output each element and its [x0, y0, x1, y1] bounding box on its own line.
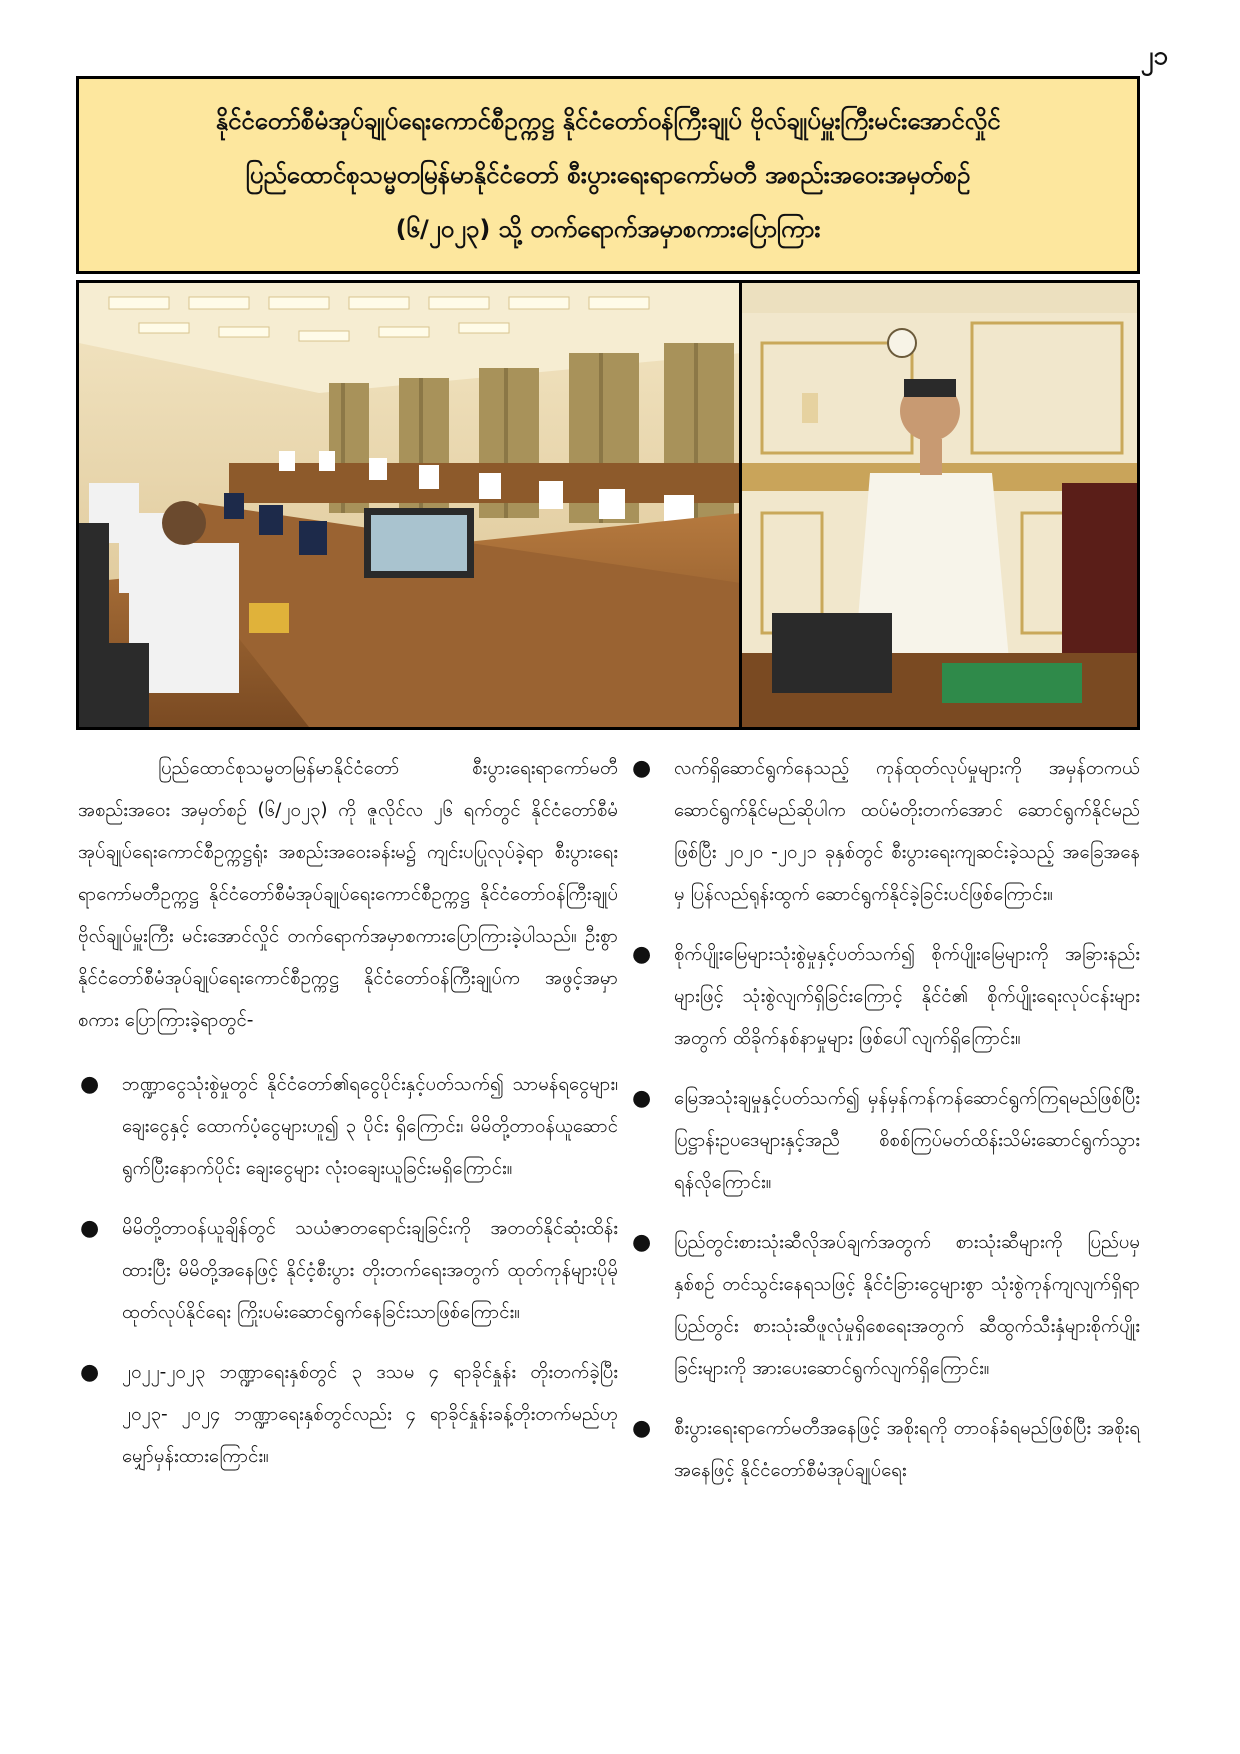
list-item — [632, 1078, 1140, 1204]
headline-line-1: နိုင်ငံတော်စီမံအုပ်ချုပ်ရေးကောင်စီဥက္ကဋ္ဌ နိုင်ငံတော်ဝန်ကြီးချုပ် ဗိုလ်ချုပ်မှူးကြီးမင်းအောင်လှိုင် — [215, 107, 1001, 135]
bullet-icon: ● — [632, 1230, 652, 1255]
meeting-room-photo — [79, 283, 739, 727]
bullet-text: လက်ရှိဆောင်ရွက်နေသည့် ကုန်ထုတ်လုပ်မှုများကို အမှန်တကယ်ဆောင်ရွက်နိုင်မည်ဆိုပါက ထပ်မံတိုးတက်အောင် ဆောင်ရွက်နိုင်မည်ဖြစ်ပြီး ၂၀၂၀ -၂၀၂၁ ခုနှစ်တွင် စီးပွားရေးကျဆင်းခဲ့သည့် အခြေအနေမှ ပြန်လည်ရုန်းထွက် ဆောင်ရွက်နိုင်ခဲ့ခြင်းပင်ဖြစ်ကြောင်း။ — [674, 758, 1140, 905]
bullet-icon: ● — [80, 1072, 100, 1097]
list-item — [78, 1208, 618, 1334]
bullet-text: ဘဏ္ဍာငွေသုံးစွဲမှုတွင် နိုင်ငံတော်၏ရငွေပိုင်းနှင့်ပတ်သက်၍ သာမန်ရငွေများ၊ ချေးငွေနှင့် ထောက်ပံ့ငွေများဟူ၍ ၃ ပိုင်း ရှိကြောင်း၊ မိမိတို့တာဝန်ယူဆောင်ရွက်ပြီးနောက်ပိုင်း ချေးငွေများ လုံးဝချေးယူခြင်းမရှိကြောင်း။ — [122, 1074, 618, 1179]
headline-line-2: ပြည်ထောင်စုသမ္မတမြန်မာနိုင်ငံတော် စီးပွားရေးရာကော်မတီ အစည်းအဝေးအမှတ်စဉ် — [245, 161, 971, 189]
list-item — [632, 934, 1140, 1060]
bullet-text: ပြည်တွင်းစားသုံးဆီလိုအပ်ချက်အတွက် စားသုံးဆီများကို ပြည်ပမှနှစ်စဉ် တင်သွင်းနေရသဖြင့် နိုင်ငံခြားငွေများစွာ သုံးစွဲကုန်ကျလျက်ရှိရာ ပြည်တွင်း စားသုံးဆီဖူလုံမှုရှိစေရေးအတွက် ဆီထွက်သီးနှံများစိုက်ပျိုးခြင်းများကို အားပေးဆောင်ရွက်လျက်ရှိကြောင်း။ — [674, 1232, 1140, 1379]
speaker-photo — [742, 283, 1137, 727]
photo-strip — [76, 280, 1140, 730]
bullet-icon: ● — [632, 1416, 652, 1441]
bullet-icon: ● — [632, 756, 652, 781]
bullet-icon: ● — [632, 1086, 652, 1111]
page-number: ၂၁ — [1140, 41, 1168, 71]
list-item — [632, 1222, 1140, 1390]
bullet-icon: ● — [632, 942, 652, 967]
bullet-text: ၂၀၂၂-၂၀၂၃ ဘဏ္ဍာရေးနှစ်တွင် ၃ ဒသမ ၄ ရာခိုင်နှုန်း တိုးတက်ခဲ့ပြီး ၂၀၂၃- ၂၀၂၄ ဘဏ္ဍာရေးနှစ်တွင်လည်း ၄ ရာခိုင်နှုန်းခန့်တိုးတက်မည်ဟု မျှော်မှန်းထားကြောင်း။ — [122, 1362, 618, 1467]
intro-paragraph: ပြည်ထောင်စုသမ္မတမြန်မာနိုင်ငံတော် စီးပွားရေးရာကော်မတီ အစည်းအဝေး အမှတ်စဉ် (၆/၂၀၂၃) ကို ဇူလိုင်လ ၂၆ ရက်တွင် နိုင်ငံတော်စီမံအုပ်ချုပ်ရေးကောင်စီဥက္ကဋ္ဌရုံး အစည်းအဝေးခန်းမ၌ ကျင်းပပြုလုပ်ခဲ့ရာ စီးပွားရေးရာကော်မတီဥက္ကဋ္ဌ နိုင်ငံတော်စီမံအုပ်ချုပ်ရေးကောင်စီဥက္ကဋ္ဌ နိုင်ငံတော်ဝန်ကြီးချုပ် ဗိုလ်ချုပ်မှူးကြီး မင်းအောင်လှိုင် တက်ရောက်အမှာစကားပြောကြားခဲ့ပါသည်။ ဦးစွာ နိုင်ငံတော်စီမံအုပ်ချုပ်ရေးကောင်စီဥက္ကဋ္ဌ နိုင်ငံတော်ဝန်ကြီးချုပ်က အဖွင့်အမှာစကား ပြောကြားခဲ့ရာတွင်- — [78, 758, 618, 1031]
list-item — [78, 1352, 618, 1478]
list-item — [632, 1408, 1140, 1492]
headline-line-3: (၆/၂၀၂၃) သို့ တက်ရောက်အမှာစကားပြောကြား — [395, 215, 821, 243]
headline-box — [76, 76, 1140, 274]
bullet-text: စီးပွားရေးရာကော်မတီအနေဖြင့် အစိုးရကို တာဝန်ခံရမည်ဖြစ်ပြီး အစိုးရအနေဖြင့် နိုင်ငံတော်စီမံအုပ်ချုပ်ရေး — [674, 1418, 1140, 1481]
bullet-icon: ● — [80, 1216, 100, 1241]
list-item — [632, 748, 1140, 916]
bullet-text: စိုက်ပျိုးမြေများသုံးစွဲမှုနှင့်ပတ်သက်၍ စိုက်ပျိုးမြေများကို အခြားနည်းများဖြင့် သုံးစွဲလျက်ရှိခြင်းကြောင့် နိုင်ငံ၏ စိုက်ပျိုးရေးလုပ်ငန်းများအတွက် ထိခိုက်နစ်နာမှုများ ဖြစ်ပေါ်လျက်ရှိကြောင်း။ — [674, 944, 1140, 1049]
bullet-icon: ● — [80, 1360, 100, 1385]
left-column — [78, 748, 618, 1496]
right-column — [632, 748, 1140, 1510]
bullet-text: မြေအသုံးချမှုနှင့်ပတ်သက်၍ မှန်မှန်ကန်ကန်ဆောင်ရွက်ကြရမည်ဖြစ်ပြီး ပြဋ္ဌာန်းဥပဒေများနှင့်အညီ စိစစ်ကြပ်မတ်ထိန်းသိမ်းဆောင်ရွက်သွားရန်လိုကြောင်း။ — [674, 1088, 1140, 1193]
bullet-text: မိမိတို့တာဝန်ယူချိန်တွင် သယံဇာတရောင်းချခြင်းကို အတတ်နိုင်ဆုံးထိန်းထားပြီး မိမိတို့အနေဖြင့် နိုင်ငံ့စီးပွား တိုးတက်ရေးအတွက် ထုတ်ကုန်များပိုမိုထုတ်လုပ်နိုင်ရေး ကြိုးပမ်းဆောင်ရွက်နေခြင်းသာဖြစ်ကြောင်း။ — [122, 1218, 618, 1323]
list-item — [78, 1064, 618, 1190]
